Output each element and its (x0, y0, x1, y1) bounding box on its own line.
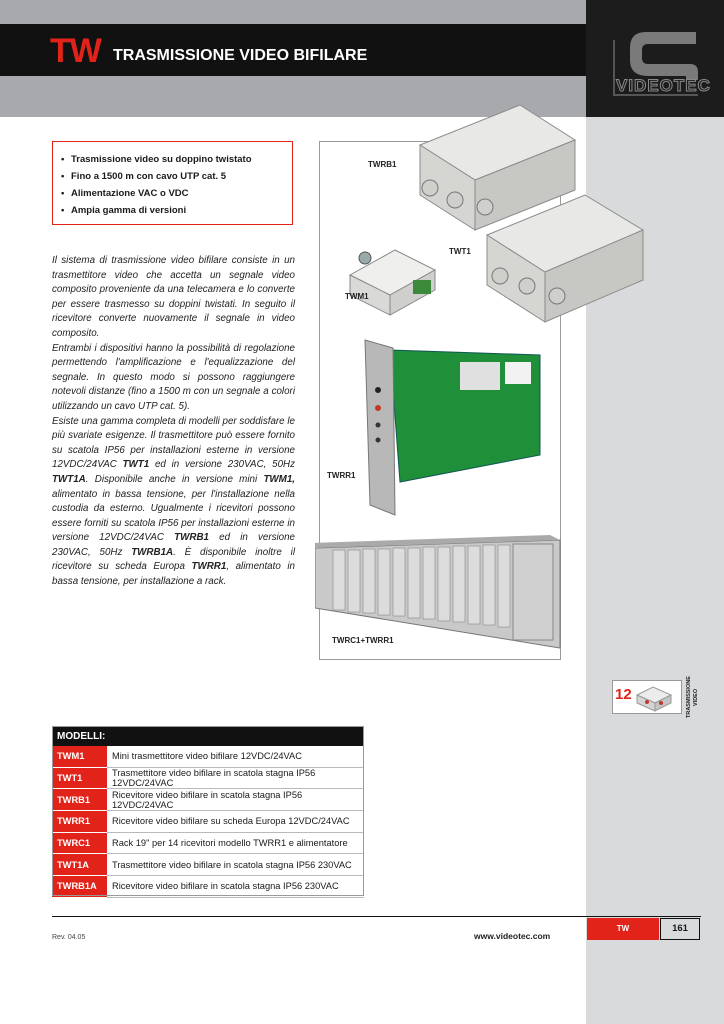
model-description: Trasmettitore video bifilare in scatola stagna IP56 12VDC/24VAC (107, 767, 364, 789)
model-description: Trasmettitore video bifilare in scatola stagna IP56 230VAC (107, 854, 364, 876)
feature-box (52, 141, 293, 225)
footer-divider (52, 916, 701, 917)
model-description: Mini trasmettitore video bifilare 12VDC/24VAC (107, 746, 364, 767)
model-description: Ricevitore video bifilare su scheda Europa 12VDC/24VAC (107, 811, 364, 833)
page-number: 161 (660, 918, 700, 940)
model-description: Rack 19" per 14 ricevitori modello TWRR1 e alimentatore (107, 832, 364, 854)
footer-section-badge: TW (587, 918, 659, 940)
feature-item: • Ampia gamma di versioni (61, 202, 292, 219)
feature-item: • Trasmissione video su doppino twistato (61, 151, 292, 168)
label-twt1: TWT1 (449, 247, 471, 256)
table-row (52, 832, 364, 854)
description (52, 254, 295, 590)
models-table-header: MODELLI: (52, 726, 364, 746)
model-code: TWRB1 (52, 789, 107, 811)
website-link[interactable]: www.videotec.com (474, 931, 551, 941)
label-twrc1: TWRC1+TWRR1 (332, 636, 394, 645)
feature-item: • Alimentazione VAC o VDC (61, 185, 292, 202)
revision-label: Rev. 04.05 (52, 934, 86, 941)
description-paragraph-2: Entrambi i dispositivi hanno la possibilità di regolazione permettendo l'amplificazione e l'equalizzazione del segnale. In questo modo si possono raggiungere notevoli distanze (fino a 1500 m con un segnale a colori utilizzando un cavo UTP cat. 5). (52, 342, 295, 412)
twm1-mini-image (350, 250, 435, 315)
page-title: TRASMISSIONE VIDEO BIFILARE (113, 47, 368, 64)
model-code: TWRC1 (52, 832, 107, 854)
table-row (52, 767, 364, 789)
twrc1-rack-image (315, 535, 560, 648)
label-twm1: TWM1 (345, 292, 369, 301)
model-code: TWRR1 (52, 811, 107, 833)
model-code: TWM1 (52, 746, 107, 767)
product-photos (315, 100, 655, 670)
feature-item: • Fino a 1500 m con cavo UTP cat. 5 (61, 168, 292, 185)
model-code: TWRB1A (52, 876, 107, 898)
table-row (52, 811, 364, 833)
table-row (52, 789, 364, 811)
model-description: Ricevitore video bifilare in scatola stagna IP56 12VDC/24VAC (107, 789, 364, 811)
chapter-number: 12 (615, 686, 632, 703)
model-description: Ricevitore video bifilare in scatola stagna IP56 230VAC (107, 876, 364, 898)
description-paragraph-1: Il sistema di trasmissione video bifilare consiste in un trasmettitore video che accetta un segnale video composito proveniente da una telecamera e lo converte per essere trasmesso su doppini twistati. In seguito il ricevitore converte nuovamente il segnale in video composito. (52, 255, 295, 339)
section-code: TW (50, 32, 101, 70)
feature-list (53, 142, 292, 219)
logo-wordmark: VIDEOTEC (616, 76, 711, 95)
chapter-title: TRASMISSIONE VIDEO (686, 676, 699, 718)
table-row (52, 854, 364, 876)
models-table (52, 726, 364, 898)
twrr1-card-image (365, 340, 540, 515)
model-code: TWT1 (52, 767, 107, 789)
label-twrr1: TWRR1 (327, 471, 356, 480)
description-paragraph-3: Esiste una gamma completa di modelli per soddisfare le più svariate esigenze. Il trasmettitore può essere fornito su scatola IP56 per installazioni esterne in versione 12VDC/24VAC TWT1 ed in versione 230VAC, 50Hz TWT1A. Disponibile anche in versione mini TWM1, alimentato in bassa tensione, per l'installazione nella custodia da esterno. Ugualmente i ricevitori possono essere forniti su scatola IP56 per installazioni esterne in versione 12VDC/24VAC TWRB1 ed in versione 230VAC, 50Hz TWRB1A. È disponibile inoltre il ricevitore su scheda Europa TWRR1, alimentato in bassa tensione, per installazione a rack. (52, 415, 295, 588)
table-row (52, 746, 364, 767)
label-twrb1: TWRB1 (368, 160, 397, 169)
model-code: TWT1A (52, 854, 107, 876)
table-row (52, 876, 364, 898)
